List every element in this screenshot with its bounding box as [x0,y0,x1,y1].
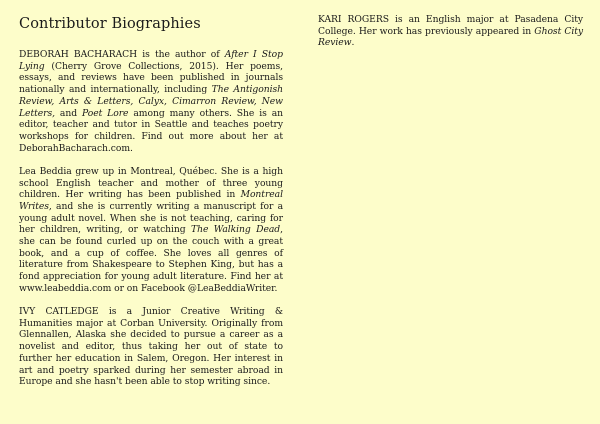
bio-text: DEBORAH BACHARACH is the author of [19,49,225,60]
bio-text: KARI ROGERS is an English major at Pasadena City College. Her work has previously appeared in [318,14,583,37]
bio-text: Lea Beddia grew up in Montreal, Québec. She is a high school English teacher and mother of three young children. Her writing has been published in [19,165,283,201]
bio-text: (Cherry Grove Collections, 2015). Her poems, essays, and reviews have been published in journals nationally and internationally, including [19,60,283,96]
bio-text: , she can be found curled up on the couch with a great book, and a cup of coffee. She loves all genres of literature from Shakespeare to Stephen King, but has a fond appreciation for young adult literature. Find her at www.leabeddia.com or on Facebook @LeaBeddiaWriter. [19,224,283,294]
bio-deborah-bacharach [19,49,283,154]
bio-italic-text: After I Stop Lying [19,49,283,72]
bio-lea-beddia [19,166,283,295]
left-column [19,14,283,399]
bio-italic-text: Poet Lore [81,107,129,119]
bio-ivy-catledge [19,306,283,388]
right-column [318,14,583,61]
bio-text: , and she is currently writing a manuscript for a young adult novel. When she is not teaching, caring for her children, writing, or watching [19,200,283,236]
bio-italic-text: The Walking Dead [191,224,281,236]
bio-text: IVY CATLEDGE is a Junior Creative Writing & Humanities major at Corban University. Originally from Glennallen, Alaska she decided to pursue a career as a novelist and editor, thus taking her out of state to further her education in Salem, Oregon. Her interest in art and poetry sparked during her semester abroad in Europe and she hasn't been able to stop writing since. [19,306,283,388]
bio-kari-rogers [318,14,583,49]
bio-text: . [351,37,355,49]
bio-italic-text: Montreal Writes [19,189,283,212]
bio-italic-text: The Antigonish Review, Arts & Letters, Calyx, Cimarron Review, New Letters, [19,84,283,119]
bio-text: among many others. She is an editor, teacher and tutor in Seattle and teaches poetry workshops for children. Find out more about her at DeborahBacharach.com. [19,107,283,154]
page-title: Contributor Biographies [19,16,201,32]
bio-italic-text: Ghost City Review [318,25,584,49]
bio-text: and [55,107,82,119]
